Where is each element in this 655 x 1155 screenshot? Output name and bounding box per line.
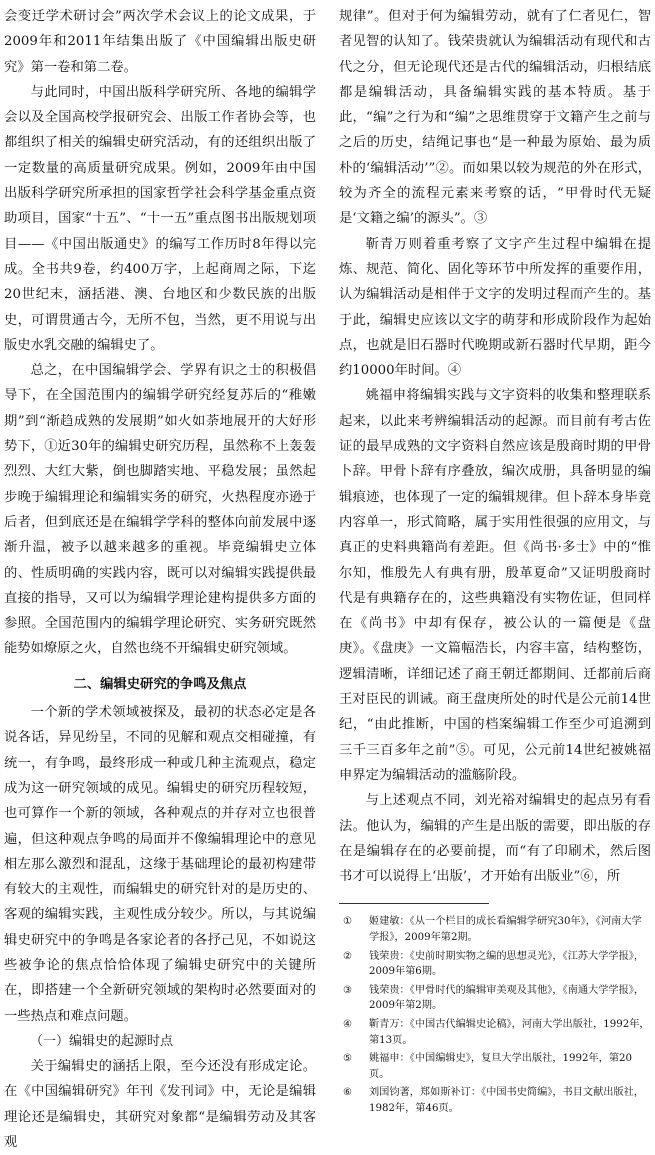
footnote	[339, 983, 651, 1014]
left-column	[4, 4, 316, 1155]
footnote-number: ⑥	[343, 1087, 353, 1099]
paragraph: 关于编辑史的涵括上限，至今还没有形成定论。在《中国编辑研究》年刊《发刊词》中，无论是编辑理论还是编辑史，其研究对象都“是编辑劳动及其客观	[4, 1059, 316, 1151]
footnote	[339, 1085, 651, 1116]
footnote	[339, 949, 651, 980]
footnote-text: 姚福申：《中国编辑史》，复旦大学出版社，1992年，第20页。	[369, 1053, 632, 1080]
footnote-number: ②	[343, 950, 353, 962]
footnote	[339, 914, 651, 945]
right-column	[339, 4, 651, 1120]
footnote	[339, 1051, 651, 1082]
paragraph: 会变迁学术研讨会”两次学术会议上的论文成果，于2009年和2011年结集出版了《中国编辑出版史研究》第一卷和第二卷。	[4, 9, 316, 75]
footnote-number: ④	[343, 1018, 353, 1030]
footnote-number: ①	[343, 916, 353, 928]
paragraph: 靳青万则着重考察了文字产生过程中编辑在提炼、规范、简化、固化等环节中所发挥的重要作用，认为编辑活动是相伴于文字的发明过程而产生的。基于此，编辑史应该以文字的萌芽和形成阶段作为起始点，也就是旧石器时代晚期或新石器时代早期，距今约10000年时间。④	[339, 236, 651, 379]
paragraph: 姚福申将编辑实践与文字资料的收集和整理联系起来，以此来考辨编辑活动的起源。而目前有考古佐证的最早成熟的文字资料自然应该是殷商时期的甲骨卜辞。甲骨卜辞有序叠放，编次成册，具备明显的编辑痕迹，也体现了一定的编辑规律。但卜辞本身毕竟内容单一，形式简略，属于实用性很强的应用文，与真正的史料典籍尚有差距。但《尚书·多士》中的“惟尔知，惟殷先人有典有册，殷革夏命”又证明殷商时代是有典籍存在的，这些典籍没有实物佐证，但同样在《尚书》中却有保存，被公认的一篇便是《盘庚》。《盘庚》一文篇幅浩长，内容丰富，结构整饬，逻辑清晰，详细记述了商王朝迁都期间、迁都前后商王对臣民的训诫。商王盘庚所处的时代是公元前14世纪，“由此推断，中国的档案编辑工作至少可追溯到三千三百多年之前”⑤。可见，公元前14世纪被姚福申界定为编辑活动的滥觞阶段。	[339, 388, 651, 783]
footnote-text: 靳青万：《中国古代编辑史论稿》，河南大学出版社，1992年，第13页。	[369, 1018, 650, 1046]
paragraph: 与上述观点不同，刘光裕对编辑史的起点另有看法。他认为，编辑的产生是出版的需要，即出版的存在是编辑存在的必要前提，而“有了印刷术，然后图书才可以说得上‘出版’，才开始有出版业”⑥，所	[339, 793, 651, 885]
subsection-heading: （一）编辑史的起源时点	[30, 1033, 174, 1049]
footnote-number: ⑤	[343, 1053, 353, 1065]
footnote-text: 姬建敏：《从一个栏目的成长看编辑学研究30年》，《河南大学学报》，2009年第2期。	[369, 916, 642, 943]
paragraph: 与此同时，中国出版科学研究所、各地的编辑学会以及全国高校学报研究会、出版工作者协会等，也都组织了相关的编辑史研究活动，有的还组织出版了一定数量的高质量研究成果。例如，2009年由中国出版科学研究所承担的国家哲学社会科学基金重点资助项目，国家“十五”、“十一五”重点图书出版规划项目——《中国出版通史》的编写工作历时8年得以完成。全书共9卷，约400万字，上起商周之际，下迄20世纪末，涵括港、澳、台地区和少数民族的出版史，可谓贯通古今，无所不包，当然，更不用说与出版史水乳交融的编辑史了。	[4, 84, 316, 353]
paragraph: 一个新的学术领域被探及，最初的状态必定是各说各话，异见纷呈，不同的见解和观点交相碰撞，有统一，有争鸣，最终形成一种或几种主流观点，稳定成为这一研究领域的成见。编辑史的研究历程较短，也可算作一个新的领域，各种观点的并存对立也很普遍，但这种观点争鸣的局面并不像编辑理论中的意见相左那么激烈和混乱，这缘于基础理论的最初构建带有较大的主观性，而编辑史的研究针对的是历史的、客观的编辑实践，主观性成分较少。所以，与其说编辑史研究中的争鸣是各家论者的各抒己见，不如说这些被争论的焦点恰恰体现了编辑史研究中的关键所在，即搭建一个全新研究领域的架构时必然要面对的一些热点和难点问题。	[4, 705, 316, 1024]
paragraph: 规律”。但对于何为编辑劳动，就有了仁者见仁，智者见智的认知了。钱荣贵就认为编辑活动有现代和古代之分，但无论现代还是古代的编辑活动，归根结底都是编辑活动，具备编辑实践的基本特质。基于此，“编”之行为和“编”之思维贯穿于文籍产生之前与之后的历史，结绳记事也“是一种最为原始、最为质朴的‘编辑活动’”②。而如果以较为规范的外在形式，较为齐全的流程元素来考察的话，“甲骨时代无疑是‘文籍之编’的源头”。③	[339, 9, 651, 227]
footnote-divider	[339, 903, 489, 904]
footnote-text: 钱荣贵：《史前时期实物之编的思想灵光》，《江苏大学学报》，2009年第6期。	[369, 950, 645, 978]
footnote-text: 刘国钧著，郑如斯补订：《中国书史简编》，书目文献出版社，1982年，第46页。	[369, 1087, 645, 1114]
footnote-number: ③	[343, 984, 353, 996]
footnote	[339, 1017, 651, 1048]
section-heading: 二、编辑史研究的争鸣及焦点	[73, 676, 247, 692]
footnote-text: 钱荣贵：《甲骨时代的编辑审美观及其他》，《南通大学学报》，2009年第2期。	[369, 984, 645, 1012]
paragraph: 总之，在中国编辑学会、学界有识之士的积极倡导下，在全国范围内的编辑学研究经复苏后的“稚嫩期”到“渐趋成熟的发展期”如火如荼地展开的大好形势下，①近30年的编辑史研究历程，虽然称不上轰轰烈烈、大红大紫，倒也脚踏实地、平稳发展；虽然起步晚于编辑理论和编辑实务的研究，火热程度亦逊于后者，但到底还是在编辑学学科的整体向前发展中逐渐升温，被予以越来越多的重视。毕竟编辑史立体的、性质明确的实践内容，既可以对编辑实践提供最直接的指导，又可以为编辑学理论建构提供多方面的参照。全国范围内的编辑学理论研究、实务研究既然能势如燎原之火，自然也绕不开编辑史研究领域。	[4, 363, 316, 657]
